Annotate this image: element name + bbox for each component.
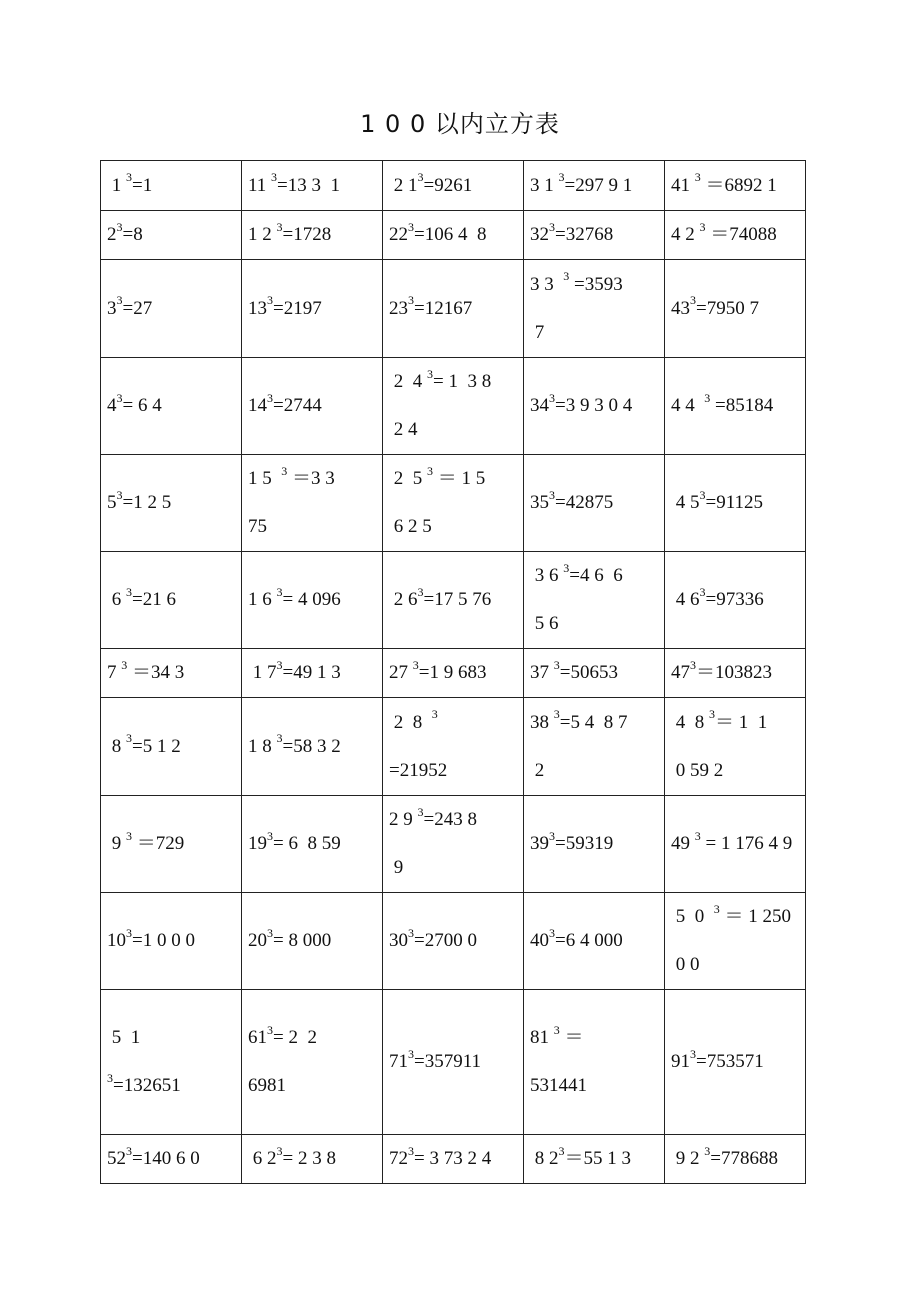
cube-value: =4 6 6 5 6 [534, 565, 623, 634]
cube-exponent: 3 [563, 269, 570, 284]
cube-base: 2 6 [389, 589, 418, 610]
cube-exponent: 3 [699, 219, 706, 234]
cube-base: 2 9 [389, 809, 418, 830]
cube-base: 4 4 [671, 395, 705, 416]
cube-value: =5 1 2 [132, 735, 181, 757]
cube-value: = 6 4 [122, 395, 162, 416]
cube-base: 19 [248, 833, 267, 854]
cube-exponent: 3 [276, 731, 283, 746]
cube-cell [242, 455, 383, 552]
cube-value: =106 4 8 [414, 224, 487, 245]
cube-base: 4 2 [671, 224, 700, 245]
cube-exponent: 3 [116, 219, 123, 234]
table-row [101, 796, 806, 893]
cube-value: = 3 73 2 4 [414, 1148, 492, 1169]
cube-exponent: 3 [549, 925, 555, 940]
cube-cell [665, 990, 806, 1135]
cube-base: 23 [389, 297, 408, 319]
cube-value: ＝3 3 75 [248, 468, 335, 537]
cube-exponent: 3 [408, 293, 414, 308]
cube-base: 9 [107, 833, 126, 854]
cube-base: 5 [107, 492, 117, 513]
cube-value: =58 3 2 [282, 735, 341, 757]
cube-cell [383, 1135, 524, 1184]
cube-value: =3593 7 [534, 273, 623, 343]
cube-cell [101, 990, 242, 1135]
cube-base: 20 [248, 930, 267, 951]
cube-value: =50653 [559, 662, 618, 683]
cube-exponent: 3 [563, 560, 570, 575]
cube-cell [101, 161, 242, 211]
cube-value: =17 5 76 [423, 589, 492, 610]
cube-value: ＝729 [132, 833, 185, 854]
cube-cell [383, 649, 524, 698]
cube-cell [665, 455, 806, 552]
cube-base: 2 5 [389, 468, 427, 489]
cube-value: =3 9 3 0 4 [555, 395, 633, 416]
cube-base: 30 [389, 930, 408, 951]
cube-exponent: 3 [553, 1022, 560, 1037]
cube-cell [101, 358, 242, 455]
cube-value: = 4 096 [282, 589, 341, 610]
cube-base: 5 0 [671, 906, 714, 927]
cube-exponent: 3 [427, 463, 433, 478]
cube-exponent: 3 [267, 925, 273, 940]
cube-cell [665, 796, 806, 893]
cube-value: =12167 [414, 297, 473, 319]
cube-base: 9 2 [671, 1148, 705, 1169]
cube-cell [524, 552, 665, 649]
cube-cell [242, 161, 383, 211]
cube-base: 52 [107, 1148, 126, 1169]
cube-value: ＝103823 [696, 662, 773, 683]
cube-base: 8 2 [530, 1148, 559, 1169]
table-row [101, 455, 806, 552]
cube-value: =49 1 3 [282, 662, 341, 683]
cube-value: =132651 [113, 1075, 181, 1096]
cube-exponent: 3 [427, 366, 433, 381]
cube-value: =1 0 0 0 [132, 930, 195, 951]
cube-value: =9261 [423, 174, 473, 196]
cube-base: 8 [107, 735, 126, 757]
table-row [101, 552, 806, 649]
cube-value: =140 6 0 [132, 1148, 200, 1169]
table-row [101, 1135, 806, 1184]
cube-cell [665, 698, 806, 796]
cube-cell [524, 1135, 665, 1184]
cube-exponent: 3 [694, 170, 701, 185]
cube-base: 4 [107, 395, 117, 416]
cube-base: 1 5 [248, 468, 282, 489]
cube-base: 40 [530, 930, 549, 951]
cube-value: = 8 000 [273, 930, 332, 951]
cube-exponent: 3 [271, 170, 278, 185]
cube-cell [101, 649, 242, 698]
cube-exponent: 3 [549, 219, 555, 234]
cube-exponent: 3 [408, 1046, 414, 1061]
table-row [101, 649, 806, 698]
cube-cell [524, 893, 665, 990]
cube-exponent: 3 [276, 219, 283, 234]
cube-exponent: 3 [417, 584, 424, 599]
cube-base: 43 [671, 297, 690, 319]
cube-cell [383, 260, 524, 358]
cube-exponent: 3 [713, 901, 720, 916]
cube-cell [242, 260, 383, 358]
cube-base: 3 3 [530, 273, 564, 295]
cube-base: 49 [671, 833, 695, 854]
cube-cell [665, 552, 806, 649]
cube-cell [242, 893, 383, 990]
cube-exponent: 3 [690, 657, 696, 672]
cube-cell [665, 358, 806, 455]
cube-exponent: 3 [408, 219, 414, 234]
cube-exponent: 3 [431, 707, 438, 722]
cube-cell [383, 893, 524, 990]
cube-base: 4 6 [671, 589, 700, 610]
cube-value: =6 4 000 [555, 930, 623, 951]
cube-cell [665, 161, 806, 211]
cube-exponent: 3 [126, 584, 132, 599]
cube-cell [524, 698, 665, 796]
cube-cell [383, 990, 524, 1135]
cube-base: 47 [671, 662, 690, 683]
cube-cell [101, 211, 242, 260]
cube-base: 1 6 [248, 589, 277, 610]
cube-base: 3 [107, 297, 117, 319]
table-row [101, 698, 806, 796]
cube-base: 6 [107, 589, 126, 610]
cube-table [100, 160, 806, 1184]
cube-value: = 1 3 8 2 4 [393, 371, 492, 440]
cube-exponent: 3 [699, 584, 706, 599]
cube-value: ＝ 1 250 0 0 [675, 906, 792, 975]
cube-base: 71 [389, 1051, 408, 1072]
cube-exponent: 3 [417, 170, 424, 185]
cube-base: 14 [248, 395, 267, 416]
cube-exponent: 3 [276, 584, 283, 599]
cube-value: ＝ 531441 [530, 1027, 587, 1096]
cube-exponent: 3 [417, 804, 424, 819]
cube-cell [242, 649, 383, 698]
cube-base: 5 1 [111, 1027, 141, 1048]
cube-value: =32768 [555, 224, 614, 245]
cube-exponent: 3 [709, 707, 715, 722]
cube-base: 72 [389, 1148, 408, 1169]
cube-base: 38 [530, 711, 554, 733]
cube-base: 1 8 [248, 735, 277, 757]
cube-value: =1 [132, 174, 153, 196]
cube-exponent: 3 [116, 487, 123, 502]
cube-exponent: 3 [281, 463, 288, 478]
cube-value: =1728 [282, 224, 332, 245]
cube-exponent: 3 [553, 707, 560, 722]
cube-cell [383, 358, 524, 455]
cube-value: = 2 2 6981 [248, 1027, 317, 1096]
cube-value: = 1 176 4 9 [700, 833, 793, 854]
cube-cell [242, 796, 383, 893]
cube-cell [524, 990, 665, 1135]
cube-value: = 6 8 59 [273, 833, 341, 854]
cube-cell [665, 1135, 806, 1184]
table-row [101, 260, 806, 358]
cube-exponent: 3 [558, 170, 565, 185]
cube-value: =778688 [710, 1148, 778, 1169]
cube-cell [242, 698, 383, 796]
cube-value: =243 8 9 [393, 809, 477, 878]
cube-cell [524, 260, 665, 358]
cube-cell [524, 358, 665, 455]
cube-base: 10 [107, 930, 126, 951]
cube-exponent: 3 [276, 657, 283, 672]
cube-cell [524, 161, 665, 211]
cube-exponent: 3 [408, 1143, 414, 1158]
cube-value: =2700 0 [414, 930, 477, 951]
cube-value: ＝ 1 5 6 2 5 [393, 468, 486, 537]
cube-exponent: 3 [553, 657, 560, 672]
cube-exponent: 3 [408, 925, 414, 940]
cube-value: =297 9 1 [564, 174, 633, 196]
table-row [101, 211, 806, 260]
cube-exponent: 3 [116, 293, 123, 308]
cube-exponent: 3 [699, 487, 706, 502]
cube-value: =85184 [710, 395, 774, 416]
cube-cell [242, 990, 383, 1135]
cube-base: 1 7 [248, 662, 277, 683]
cube-value: ＝55 1 3 [564, 1148, 632, 1169]
cube-cell [101, 698, 242, 796]
cube-cell [101, 260, 242, 358]
cube-base: 61 [248, 1027, 267, 1048]
cube-cell [101, 455, 242, 552]
cube-base: 22 [389, 224, 408, 245]
cube-base: 2 [107, 224, 117, 245]
cube-cell [665, 649, 806, 698]
cube-base: 11 [248, 174, 272, 196]
cube-base: 1 [107, 174, 126, 196]
cube-value: =91125 [705, 492, 764, 513]
cube-base: 32 [530, 224, 549, 245]
cube-cell [383, 552, 524, 649]
cube-cell [101, 552, 242, 649]
cube-value: =357911 [414, 1051, 482, 1072]
cube-value: =7950 7 [696, 297, 759, 319]
cube-base: 41 [671, 174, 695, 196]
cube-exponent: 3 [690, 293, 696, 308]
cube-value: =97336 [705, 589, 764, 610]
cube-value: =8 [122, 224, 143, 245]
cube-base: 2 4 [389, 371, 427, 392]
cube-value: =27 [122, 297, 153, 319]
cube-base: 2 8 [389, 711, 432, 733]
cube-exponent: 3 [549, 390, 555, 405]
cube-exponent: 3 [704, 390, 711, 405]
cube-cell [665, 893, 806, 990]
cube-base: 81 [530, 1027, 554, 1048]
table-row [101, 161, 806, 211]
cube-value: ＝6892 1 [700, 174, 777, 196]
cube-value: ＝74088 [705, 224, 777, 245]
cube-base: 1 2 [248, 224, 277, 245]
cube-cell [383, 455, 524, 552]
cube-value: ＝34 3 [127, 662, 185, 683]
cube-exponent: 3 [549, 487, 555, 502]
cube-value: =59319 [555, 833, 614, 854]
cube-exponent: 3 [267, 1022, 273, 1037]
cube-value: =2744 [273, 395, 322, 416]
cube-base: 35 [530, 492, 549, 513]
cube-base: 91 [671, 1051, 690, 1072]
cube-cell [383, 211, 524, 260]
cube-exponent: 3 [116, 390, 123, 405]
cube-value: =1 9 683 [418, 662, 487, 683]
cube-base: 3 1 [530, 174, 559, 196]
cube-exponent: 3 [412, 657, 419, 672]
cube-value: =2197 [273, 297, 322, 319]
cube-cell [524, 211, 665, 260]
cube-exponent: 3 [694, 828, 701, 843]
cube-value: =13 3 1 [277, 174, 341, 196]
cube-value: =21 6 [132, 589, 176, 610]
cube-exponent: 3 [690, 1046, 696, 1061]
cube-exponent: 3 [704, 1143, 711, 1158]
cube-base: 2 1 [389, 174, 418, 196]
cube-exponent: 3 [267, 390, 273, 405]
cube-base: 39 [530, 833, 549, 854]
cube-base: 6 2 [248, 1148, 277, 1169]
cube-cell [242, 211, 383, 260]
cube-cell [665, 211, 806, 260]
cube-value: ＝ 1 1 0 59 2 [675, 711, 768, 781]
cube-cell [524, 455, 665, 552]
cube-cell [524, 796, 665, 893]
cube-exponent: 3 [276, 1143, 283, 1158]
cube-base: 34 [530, 395, 549, 416]
table-row [101, 990, 806, 1135]
cube-cell [383, 698, 524, 796]
cube-value: = 2 3 8 [282, 1148, 336, 1169]
cube-value: =42875 [555, 492, 614, 513]
cube-cell [242, 552, 383, 649]
cube-base: 7 [107, 662, 122, 683]
cube-base: 4 5 [671, 492, 700, 513]
cube-cell [242, 1135, 383, 1184]
cube-base: 13 [248, 297, 267, 319]
cube-exponent: 3 [267, 293, 273, 308]
cube-value: =5 4 8 7 2 [534, 711, 628, 781]
cube-cell [665, 260, 806, 358]
cube-exponent: 3 [549, 828, 555, 843]
table-row [101, 893, 806, 990]
page-title: 1 0 0 以内立方表 [360, 110, 560, 138]
table-row [101, 358, 806, 455]
cube-base: 27 [389, 662, 413, 683]
cube-exponent: 3 [126, 1143, 132, 1158]
cube-exponent: 3 [126, 731, 132, 746]
cube-value: =1 2 5 [122, 492, 172, 513]
cube-cell [524, 649, 665, 698]
cube-exponent: 3 [126, 170, 132, 185]
cube-exponent: 3 [126, 828, 132, 843]
cube-value: =753571 [696, 1051, 764, 1072]
cube-cell [242, 358, 383, 455]
cube-cell [101, 893, 242, 990]
cube-exponent: 3 [267, 828, 273, 843]
cube-exponent: 3 [121, 657, 128, 672]
cube-cell [101, 796, 242, 893]
cube-exponent: 3 [126, 925, 132, 940]
cube-cell [101, 1135, 242, 1184]
cube-cell [383, 796, 524, 893]
cube-cell [383, 161, 524, 211]
cube-base: 3 6 [530, 565, 564, 586]
cube-base: 4 8 [671, 711, 709, 733]
cube-exponent: 3 [107, 1070, 113, 1085]
cube-base: 37 [530, 662, 554, 683]
cube-value: =21952 [389, 759, 448, 781]
cube-exponent: 3 [558, 1143, 565, 1158]
